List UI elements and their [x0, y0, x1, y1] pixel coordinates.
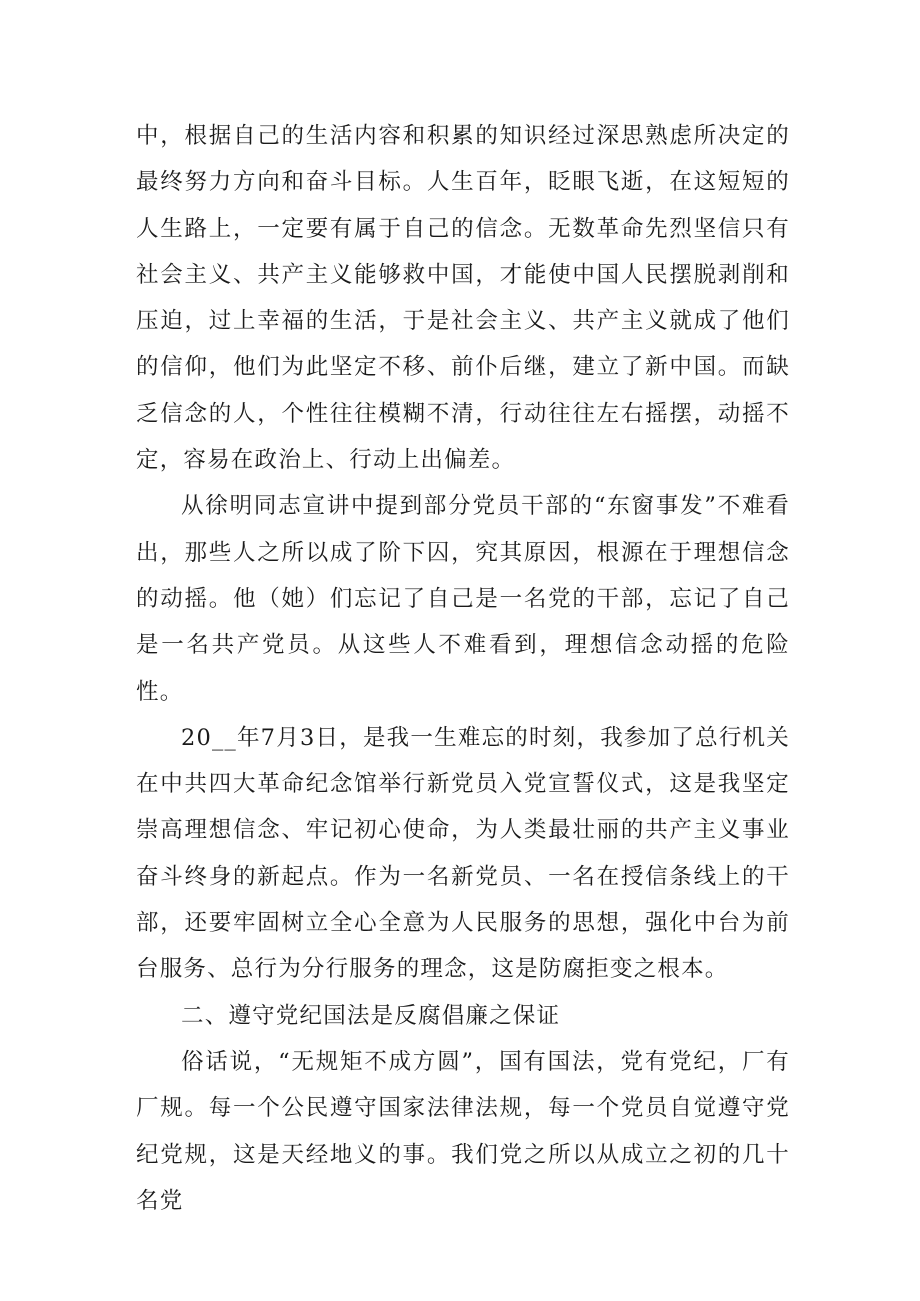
section-heading-2: 二、遵守党纪国法是反腐倡廉之保证 — [181, 1002, 561, 1029]
document-body — [136, 113, 790, 1224]
paragraph-oath-ceremony: 20__年7月3日，是我一生难忘的时刻，我参加了总行机关在中共四大革命纪念馆举行新党员入党宣誓仪式，这是我坚定崇高理想信念、牢记初心使命，为人类最壮丽的共产主义事业奋斗终身的新起点。作为一名新党员、一名在授信条线上的干部，还要牢固树立全心全意为人民服务的思想，强化中台为前台服务、总行为分行服务的理念，这是防腐拒变之根本。 — [136, 724, 790, 983]
paragraph-xu-ming-lecture: 从徐明同志宣讲中提到部分党员干部的“东窗事发”不难看出，那些人之所以成了阶下囚，究其原因，根源在于理想信念的动摇。他（她）们忘记了自己是一名党的干部，忘记了自己是一名共产党员。从这些人不难看到，理想信念动摇的危险性。 — [136, 493, 790, 705]
paragraph-continuation: 中，根据自己的生活内容和积累的知识经过深思熟虑所决定的最终努力方向和奋斗目标。人生百年，眨眼飞逝，在这短短的人生路上，一定要有属于自己的信念。无数革命先烈坚信只有社会主义、共产主义能够救中国，才能使中国人民摆脱剥削和压迫，过上幸福的生活，于是社会主义、共产主义就成了他们的信仰，他们为此坚定不移、前仆后继，建立了新中国。而缺乏信念的人，个性往往模糊不清，行动往往左右摇摆，动摇不定，容易在政治上、行动上出偏差。 — [136, 123, 790, 474]
paragraph-rules-discipline: 俗话说，“无规矩不成方圆”，国有国法，党有党纪，厂有厂规。每一个公民遵守国家法律法规，每一个党员自觉遵守党纪党规，这是天经地义的事。我们党之所以从成立之初的几十名党 — [136, 1048, 790, 1214]
